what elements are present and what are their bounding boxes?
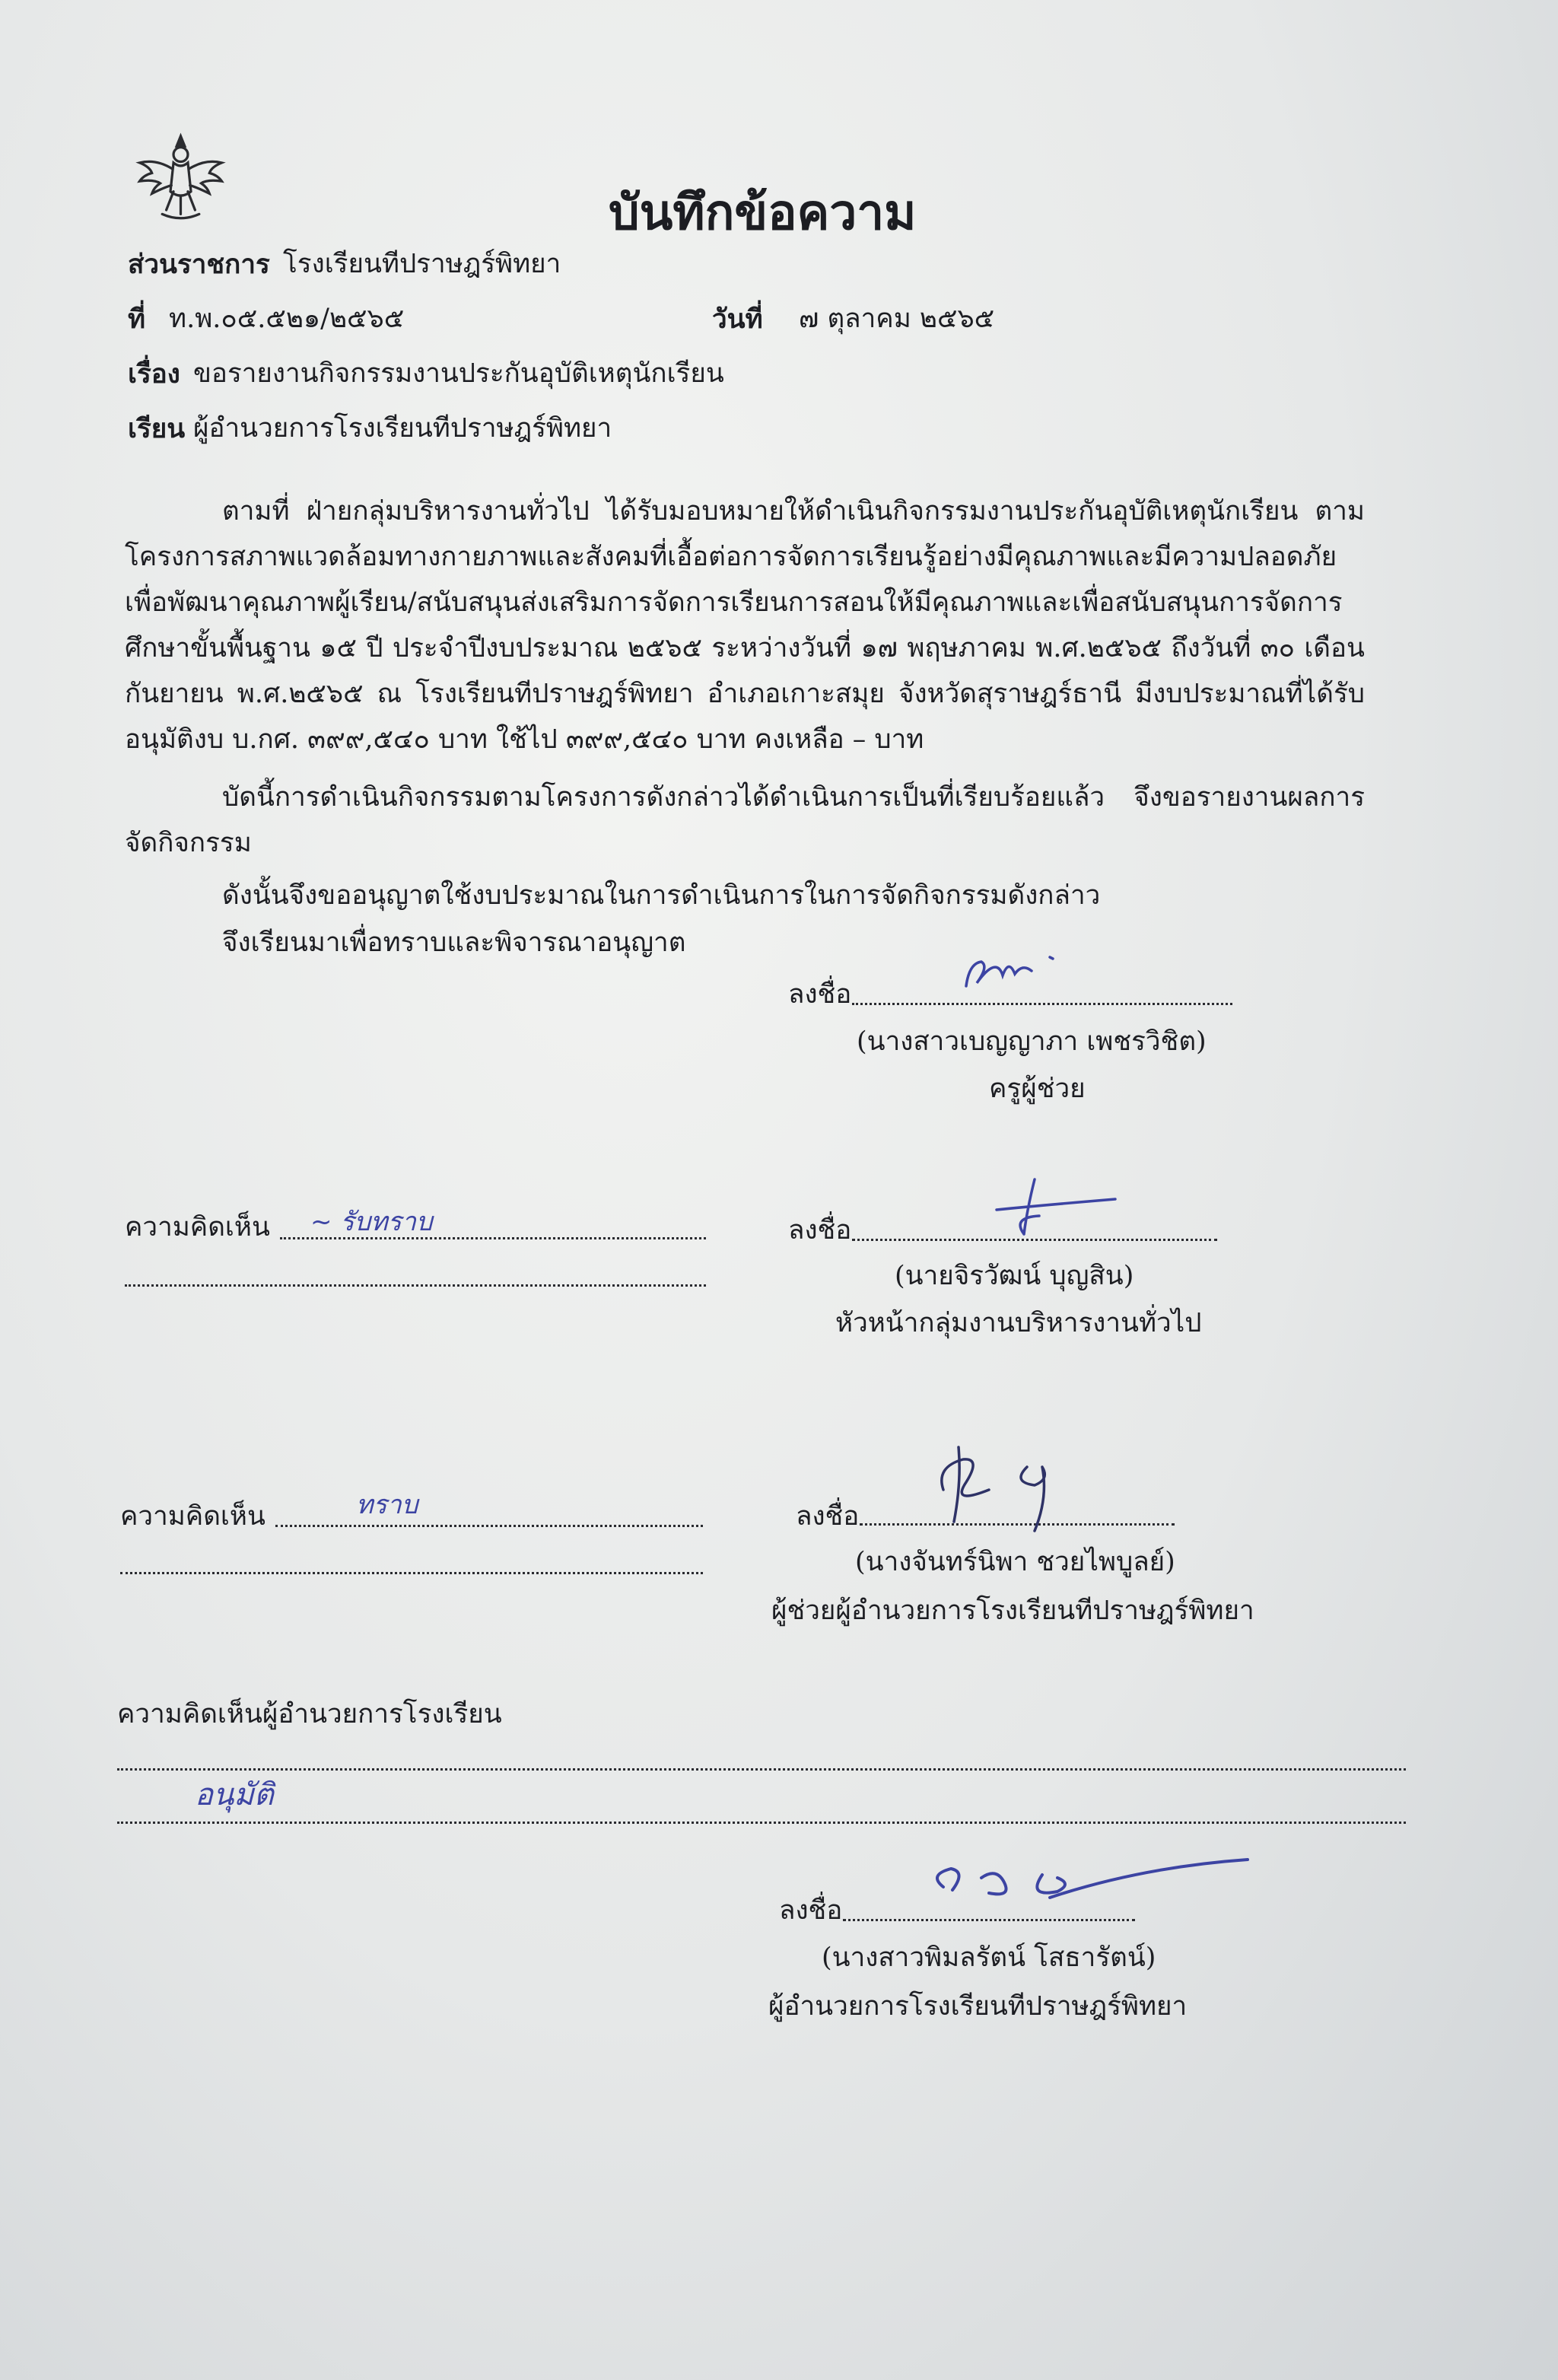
- opinion-handwriting-2: ทราบ: [356, 1490, 418, 1520]
- opinion-line-2b: [120, 1572, 703, 1574]
- opinion-label-2: ความคิดเห็น: [120, 1501, 265, 1532]
- memo-title: บันทึกข้อความ: [609, 184, 917, 241]
- garuda-emblem-icon: [129, 128, 232, 231]
- signature-3: [920, 1437, 1103, 1535]
- subject-value: ขอรายงานกิจกรรมงานประกันอุบัติเหตุนักเรียน: [193, 358, 724, 389]
- to-value: ผู้อำนวยการโรงเรียนทีปราษฎร์พิทยา: [193, 413, 612, 444]
- date-value: ๗ ตุลาคม ๒๕๖๕: [799, 304, 995, 334]
- opinion-line-1b: [125, 1284, 706, 1287]
- body-paragraph-3: ดังนั้นจึงขออนุญาตใช้งบประมาณในการดำเนินการในการจัดกิจกรรมดังกล่าว: [222, 880, 1101, 911]
- sign-label-1: ลงชื่อ: [788, 979, 852, 1010]
- signer-name-2: (นายจิรวัฒน์ บุญสิน): [895, 1261, 1134, 1291]
- agency-label: ส่วนราชการ: [128, 249, 270, 280]
- signer-position-1: ครูผู้ช่วย: [989, 1074, 1086, 1104]
- director-opinion-handwriting: อนุมัติ: [195, 1777, 274, 1812]
- signer-position-4: ผู้อำนวยการโรงเรียนทีปราษฎร์พิทยา: [768, 1991, 1188, 2022]
- agency-value: โรงเรียนทีปราษฎร์พิทยา: [283, 249, 561, 279]
- body-paragraph-4: จึงเรียนมาเพื่อทราบและพิจารณาอนุญาต: [222, 928, 686, 958]
- sign-label-2: ลงชื่อ: [788, 1215, 852, 1246]
- signer-name-1: (นางสาวเบญญาภา เพชรวิชิต): [857, 1026, 1207, 1057]
- signer-position-2: หัวหน้ากลุ่มงานบริหารงานทั่วไป: [835, 1308, 1202, 1338]
- ref-number: ท.พ.๐๕.๕๒๑/๒๕๖๕: [169, 304, 405, 334]
- to-label: เรียน: [128, 413, 186, 444]
- director-opinion-label: ความคิดเห็นผู้อำนวยการโรงเรียน: [117, 1699, 502, 1729]
- date-label: วันที่: [712, 304, 763, 335]
- sign-label-3: ลงชื่อ: [796, 1501, 860, 1532]
- opinion-label-1: ความคิดเห็น: [125, 1212, 270, 1242]
- director-opinion-line-1: [117, 1768, 1406, 1771]
- signer-name-4: (นางสาวพิมลรัตน์ โสธารัตน์): [822, 1943, 1156, 1973]
- sign-label-4: ลงชื่อ: [779, 1895, 843, 1926]
- body-paragraph-2: บัดนี้การดำเนินกิจกรรมตามโครงการดังกล่าวได้ดำเนินการเป็นที่เรียบร้อยแล้ว จึงขอรายงานผลการจัดกิจกรรม: [125, 782, 1365, 858]
- signature-4: [913, 1844, 1255, 1928]
- signer-position-3: ผู้ช่วยผู้อำนวยการโรงเรียนทีปราษฎร์พิทยา: [771, 1596, 1254, 1626]
- director-opinion-line-2: [117, 1822, 1406, 1824]
- signature-line-1: [852, 1003, 1232, 1005]
- signer-name-3: (นางจันทร์นิพา ชวยไพบูลย์): [855, 1547, 1175, 1577]
- opinion-handwriting-1: ~ รับทราบ: [310, 1207, 433, 1237]
- signature-1: [959, 940, 1095, 1001]
- body-paragraph-1: ตามที่ ฝ่ายกลุ่มบริหารงานทั่วไป ได้รับมอบหมายให้ดำเนินกิจกรรมงานประกันอุบัติเหตุนักเรียน ตามโครงการสภาพแวดล้อมทางกายภาพและสังคมที่เอื้อต่อการจัดการเรียนรู้อย่างมีคุณภาพและมีความปลอดภัยเพื่อพัฒนาคุณภาพผู้เรียน/สนับสนุนส่งเสริมการจัดการเรียนการสอนให้มีคุณภาพและเพื่อสนับสนุนการจัดการศึกษาขั้นพื้นฐาน ๑๕ ปี ประจำปีงบประมาณ ๒๕๖๕ ระหว่างวันที่ ๑๗ พฤษภาคม พ.ศ.๒๕๖๕ ถึงวันที่ ๓๐ เดือน กันยายน พ.ศ.๒๕๖๕ ณ โรงเรียนทีปราษฎร์พิทยา อำเภอเกาะสมุย จังหวัดสุราษฎร์ธานี มีงบประมาณที่ได้รับอนุมัติงบ บ.กศ. ๓๙๙,๕๔๐ บาท ใช้ไป ๓๙๙,๕๔๐ บาท คงเหลือ – บาท: [125, 496, 1365, 755]
- opinion-line-2a: [275, 1525, 703, 1527]
- signature-2: [981, 1172, 1134, 1240]
- subject-label: เรื่อง: [128, 358, 180, 390]
- ref-label: ที่: [128, 304, 146, 335]
